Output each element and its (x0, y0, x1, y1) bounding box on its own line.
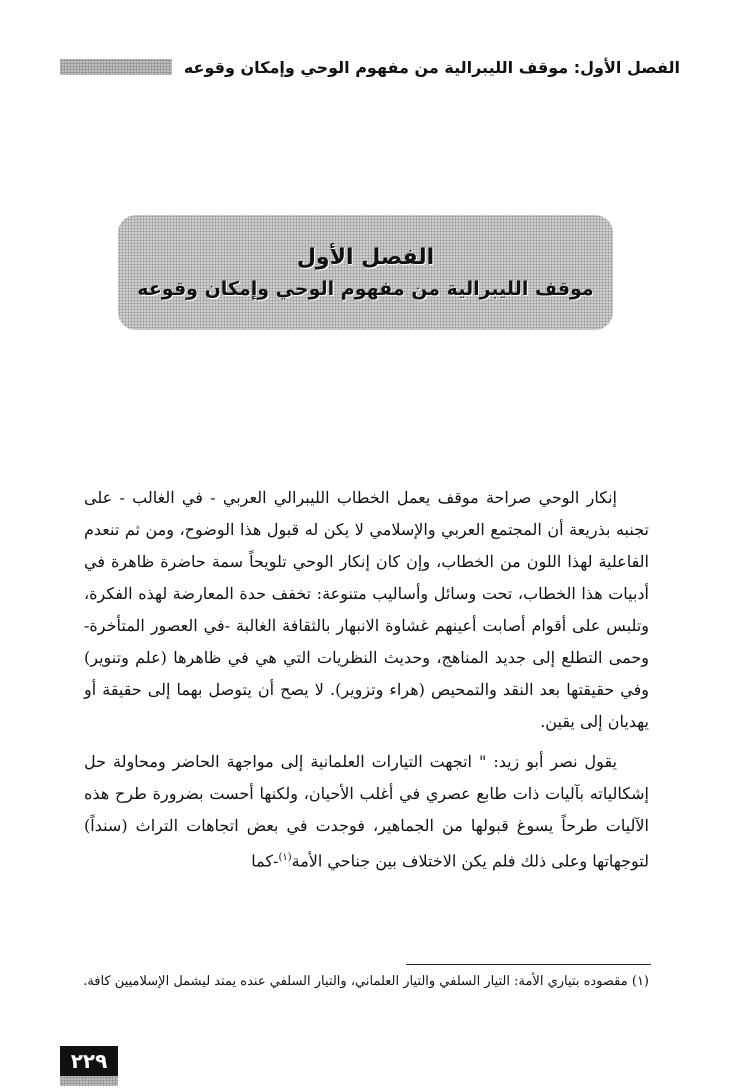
running-header (60, 52, 680, 82)
chapter-title: موقف الليبرالية من مفهوم الوحي وإمكان وقوعه (137, 278, 594, 300)
footnote-divider (406, 964, 651, 965)
page-number: ٢٢٩ (60, 1046, 118, 1076)
paragraph-1: إنكار الوحي صراحة موقف يعمل الخطاب الليبرالي العربي - في الغالب - على تجنبه بذريعة أن المجتمع العربي والإسلامي لا يكن له قبول هذا الوضوح، ومن ثم تنعدم الفاعلية لهذا اللون من الخطاب، وإن كان إنكار الوحي تلويحاً سمة حاضرة ظاهرة في أدبيات هذا الخطاب، تحت وسائل وأساليب متنوعة: تخفف حدة المعارضة لهذه الفكرة، وتلبس على أقوام أصابت أعينهم غشاوة الانبهار بالثقافة الغالبة -في العصور المتأخرة- وحمى التطلع إلى جديد المناهج، وحديث النظريات التي هي في ظاهرها (علم وتنوير) وفي حقيقتها بعد النقد والتمحيص (هراء وتزوير). لا يصح أن يتوصل بهما إلى حقيقة أو يهديان إلى يقين. (84, 488, 649, 731)
body-text (84, 482, 649, 877)
paragraph-2-tail: -كما (251, 851, 279, 871)
chapter-label: الفصل الأول (296, 245, 435, 270)
paragraph-2-text: يقول نصر أبو زيد: " اتجهت التيارات العلمانية إلى مواجهة الحاضر ومحاولة حل إشكالياته بآليات ذات طابع عصري في أغلب الأحيان، ولكنها أحست بضرورة طرح هذه الآليات طرحاً يسوغ قبولها من الجماهير، فوجدت في بعض اتجاهات التراث (سنداً) لتوجهاتها وعلى ذلك فلم يكن الاختلاف بين جناحي الأمة (84, 752, 649, 871)
chapter-title-box (118, 215, 613, 330)
paragraph-2 (84, 746, 649, 877)
footnote-reference[interactable]: (١) (278, 852, 292, 863)
footnote: (١) مقصوده بتياري الأمة: التيار السلفي والتيار العلماني، والتيار السلفي عنده يمتد ليشمل الإسلاميين كافة. (83, 974, 649, 989)
page-number-decorative-strip (60, 1076, 118, 1086)
running-header-title: الفصل الأول: موقف الليبرالية من مفهوم الوحي وإمكان وقوعه (183, 57, 680, 77)
header-decorative-bar (60, 59, 172, 75)
